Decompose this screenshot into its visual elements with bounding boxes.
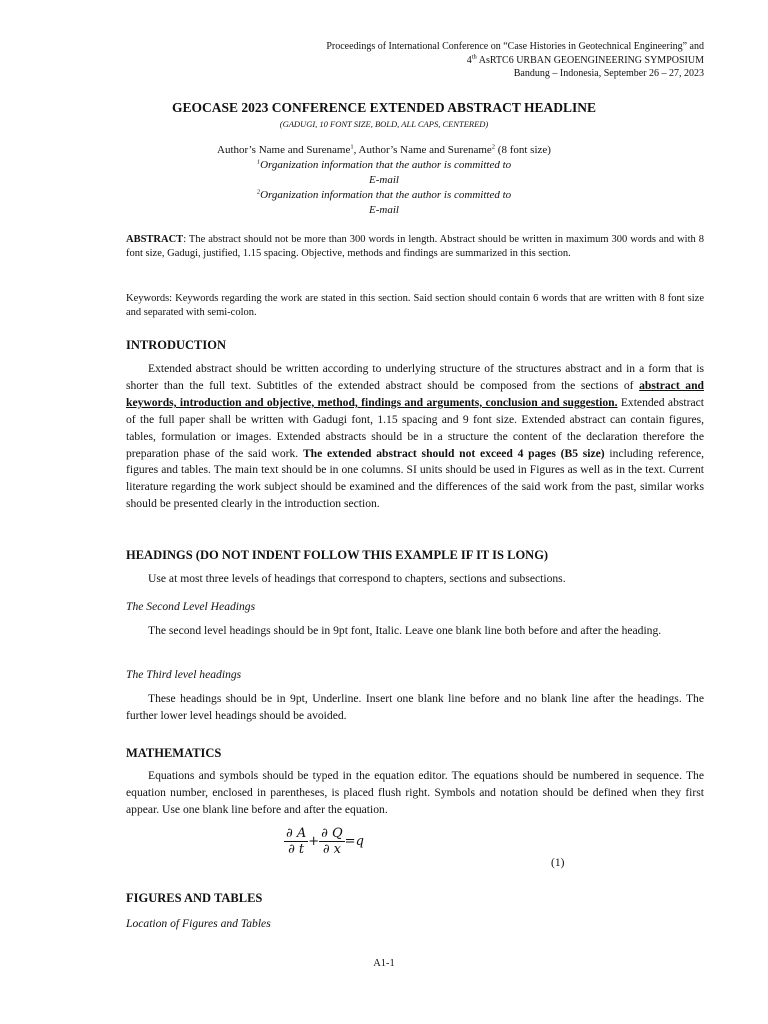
conference-line-2	[326, 54, 704, 68]
intro-text-1: Extended abstract should be written according to underlying structure of the structures abstract and in a form that is shorter than the full text. Subtitles of the extended abstract should be composed from the sections of	[126, 362, 704, 392]
email-1: E-mail	[369, 174, 399, 186]
equation-plus: +	[308, 834, 320, 849]
figures-heading: FIGURES AND TABLES	[126, 891, 263, 905]
author-2-sup: 2	[491, 143, 496, 151]
equation-rhs: =q	[344, 834, 364, 849]
author-1: Author’s Name and Surename	[217, 144, 351, 156]
fraction-2-denominator: ∂ x	[322, 842, 341, 857]
author-block	[0, 143, 768, 218]
fraction-2	[319, 826, 345, 857]
introduction-heading: INTRODUCTION	[126, 338, 227, 352]
intro-underlined-sections: abstract and keywords, introduction and objective, method, findings and arguments, conclusion and suggestion.	[126, 378, 704, 409]
fraction-2-numerator: ∂ Q	[321, 826, 343, 841]
second-level-heading: The Second Level Headings	[126, 600, 256, 613]
introduction-paragraph	[126, 361, 704, 513]
intro-page-limit: The extended abstract should not exceed 4 pages (B5 size)	[302, 446, 605, 460]
mathematics-paragraph: Equations and symbols should be typed in the equation editor. The equations should be numbered in sequence. The equation number, enclosed in parentheses, is placed flush right. Symbols and notation should be defined when they first appear. Use one blank line before and after the equation.	[126, 769, 704, 816]
org-1-text: Organization information that the author is committed to	[260, 159, 512, 171]
organization-2	[0, 188, 768, 203]
second-level-paragraph: The second level headings should be in 9pt font, Italic. Leave one blank line both before and after the heading.	[148, 624, 662, 637]
org-1-sup: 1	[256, 158, 261, 166]
mathematics-heading: MATHEMATICS	[126, 746, 222, 760]
paper-title: GEOCASE 2023 CONFERENCE EXTENDED ABSTRACT HEADLINE	[172, 100, 596, 115]
headings-heading: HEADINGS (DO NOT INDENT FOLLOW THIS EXAMPLE IF IT IS LONG)	[126, 548, 549, 562]
symposium-name: AsRTC6 URBAN GEOENGINEERING SYMPOSIUM	[476, 54, 704, 66]
intro-text-3: including reference, figures and tables. The main text should be in one columns. SI units should be used in Figures as well as in the text. Current literature regarding the work subject should be examined and the differences of the said work from the past, similar works should be presented clearly in the introduction section.	[126, 446, 704, 511]
keywords-paragraph: Keywords: Keywords regarding the work are stated in this section. Said section should contain 6 words that are written with 8 font size and separated with semi-colon.	[126, 293, 704, 319]
email-2: E-mail	[369, 204, 399, 216]
third-level-heading: The Third level headings	[126, 668, 242, 681]
author-size-note: (8 font size)	[495, 144, 551, 156]
abstract-paragraph	[126, 233, 704, 262]
author-2: Author’s Name and Surename	[358, 144, 492, 156]
conference-line-1: Proceedings of International Conference on “Case Histories in Geotechnical Engineering” and	[326, 41, 704, 52]
third-level-paragraph: These headings should be in 9pt, Underline. Insert one blank line before and no blank line after the headings. The further lower level headings should be avoided.	[126, 692, 704, 722]
ordinal-suffix: th	[471, 53, 477, 61]
org-2-text: Organization information that the author is committed to	[260, 189, 512, 201]
intro-text-2: Extended abstract of the full paper shall be written with Gadugi font, 1.15 spacing and 9 font size. Extended abstract can contain figures, tables, formulation or images. Extended abstracts should be in a structure the content of the declaration therefore the preparation phase of the said work.	[126, 395, 704, 460]
ordinal-number: 4	[466, 54, 472, 66]
author-separator: ,	[353, 144, 359, 156]
conference-header	[326, 40, 704, 81]
equation	[284, 826, 364, 857]
equation-number: (1)	[551, 857, 565, 869]
conference-line-3: Bandung – Indonesia, September 26 – 27, 2023	[513, 68, 704, 79]
abstract-label: ABSTRACT	[126, 234, 184, 245]
organization-1	[0, 158, 768, 173]
abstract-text: : The abstract should not be more than 300 words in length. Abstract should be written in maximum 300 words and with 8 font size, Gadugi, justified, 1.15 spacing. Objective, methods and findings are summarized in this section.	[126, 234, 704, 260]
org-2-sup: 2	[256, 188, 261, 196]
fraction-1-denominator: ∂ t	[288, 842, 305, 857]
author-1-sup: 1	[350, 143, 354, 151]
page-number: A1-1	[373, 958, 395, 969]
figures-subheading: Location of Figures and Tables	[126, 917, 271, 930]
fraction-1-numerator: ∂ A	[286, 826, 307, 841]
title-format-note: (GADUGI, 10 FONT SIZE, BOLD, ALL CAPS, CENTERED)	[279, 119, 489, 129]
fraction-1	[284, 826, 308, 857]
author-names	[0, 143, 768, 158]
headings-paragraph: Use at most three levels of headings that correspond to chapters, sections and subsections.	[148, 572, 566, 585]
